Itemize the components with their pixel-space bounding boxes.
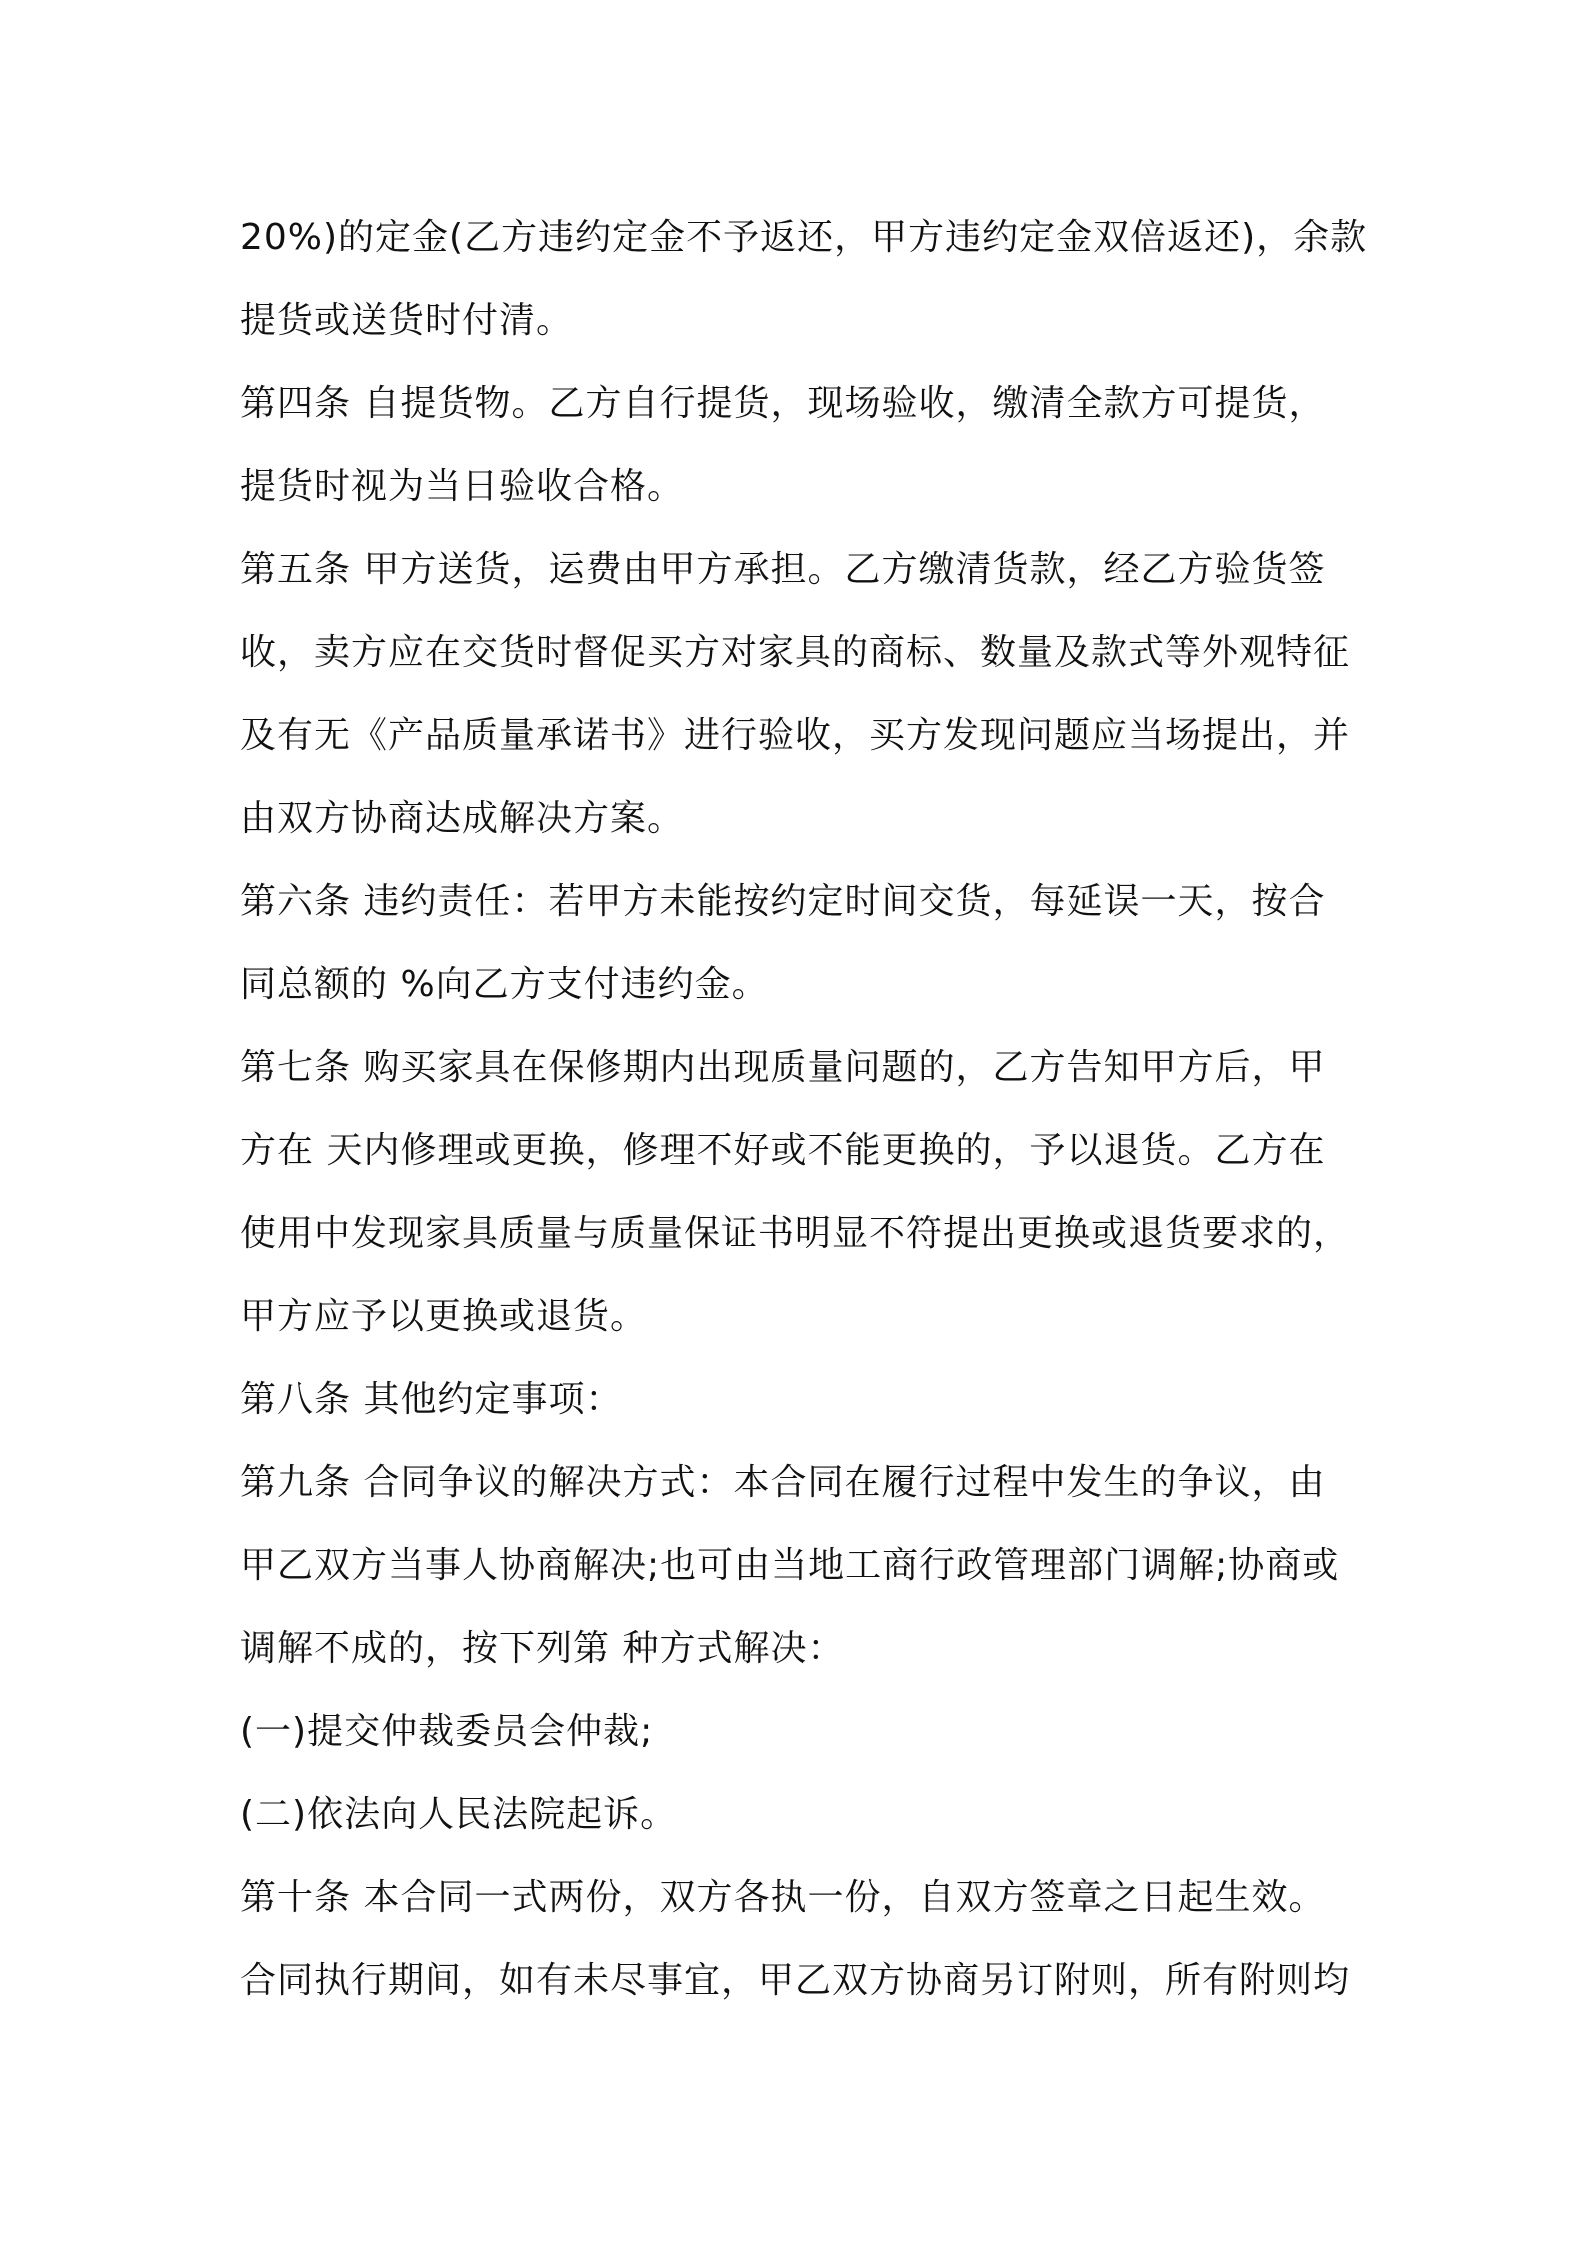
text-line: 第六条 违约责任：若甲方未能按约定时间交货，每延误一天，按合 bbox=[240, 881, 1326, 922]
text-line: 第五条 甲方送货，运费由甲方承担。乙方缴清货款，经乙方验货签 bbox=[240, 549, 1326, 590]
text-line: 使用中发现家具质量与质量保证书明显不符提出更换或退货要求的， bbox=[240, 1213, 1351, 1254]
text-line: 第四条 自提货物。乙方自行提货，现场验收，缴清全款方可提货， bbox=[240, 383, 1326, 424]
text-line: (二)依法向人民法院起诉。 bbox=[240, 1794, 678, 1835]
text-line: 甲乙双方当事人协商解决;也可由当地工商行政管理部门调解;协商或 bbox=[240, 1545, 1340, 1586]
text-line: 收，卖方应在交货时督促买方对家具的商标、数量及款式等外观特征 bbox=[240, 632, 1351, 673]
text-line: 20%)的定金(乙方违约定金不予返还，甲方违约定金双倍返还)，余款 bbox=[240, 217, 1368, 258]
text-line: (一)提交仲裁委员会仲裁; bbox=[240, 1711, 654, 1752]
text-line: 同总额的 %向乙方支付违约金。 bbox=[240, 964, 769, 1005]
text-line: 第七条 购买家具在保修期内出现质量问题的，乙方告知甲方后，甲 bbox=[240, 1047, 1326, 1088]
text-line: 提货时视为当日验收合格。 bbox=[240, 466, 685, 507]
text-line: 第十条 本合同一式两份，双方各执一份，自双方签章之日起生效。 bbox=[240, 1877, 1326, 1918]
contract-text-body bbox=[240, 196, 1368, 2022]
text-line: 甲方应予以更换或退货。 bbox=[240, 1296, 648, 1337]
text-line: 方在 天内修理或更换，修理不好或不能更换的，予以退货。乙方在 bbox=[240, 1130, 1326, 1171]
text-line: 提货或送货时付清。 bbox=[240, 300, 574, 341]
text-line: 合同执行期间，如有未尽事宜，甲乙双方协商另订附则，所有附则均 bbox=[240, 1960, 1351, 2001]
text-line: 第九条 合同争议的解决方式：本合同在履行过程中发生的争议，由 bbox=[240, 1462, 1326, 1503]
text-line: 及有无《产品质量承诺书》进行验收，买方发现问题应当场提出，并 bbox=[240, 715, 1351, 756]
text-line: 由双方协商达成解决方案。 bbox=[240, 798, 685, 839]
text-line: 第八条 其他约定事项： bbox=[240, 1379, 623, 1420]
text-line: 调解不成的，按下列第 种方式解决： bbox=[240, 1628, 845, 1669]
